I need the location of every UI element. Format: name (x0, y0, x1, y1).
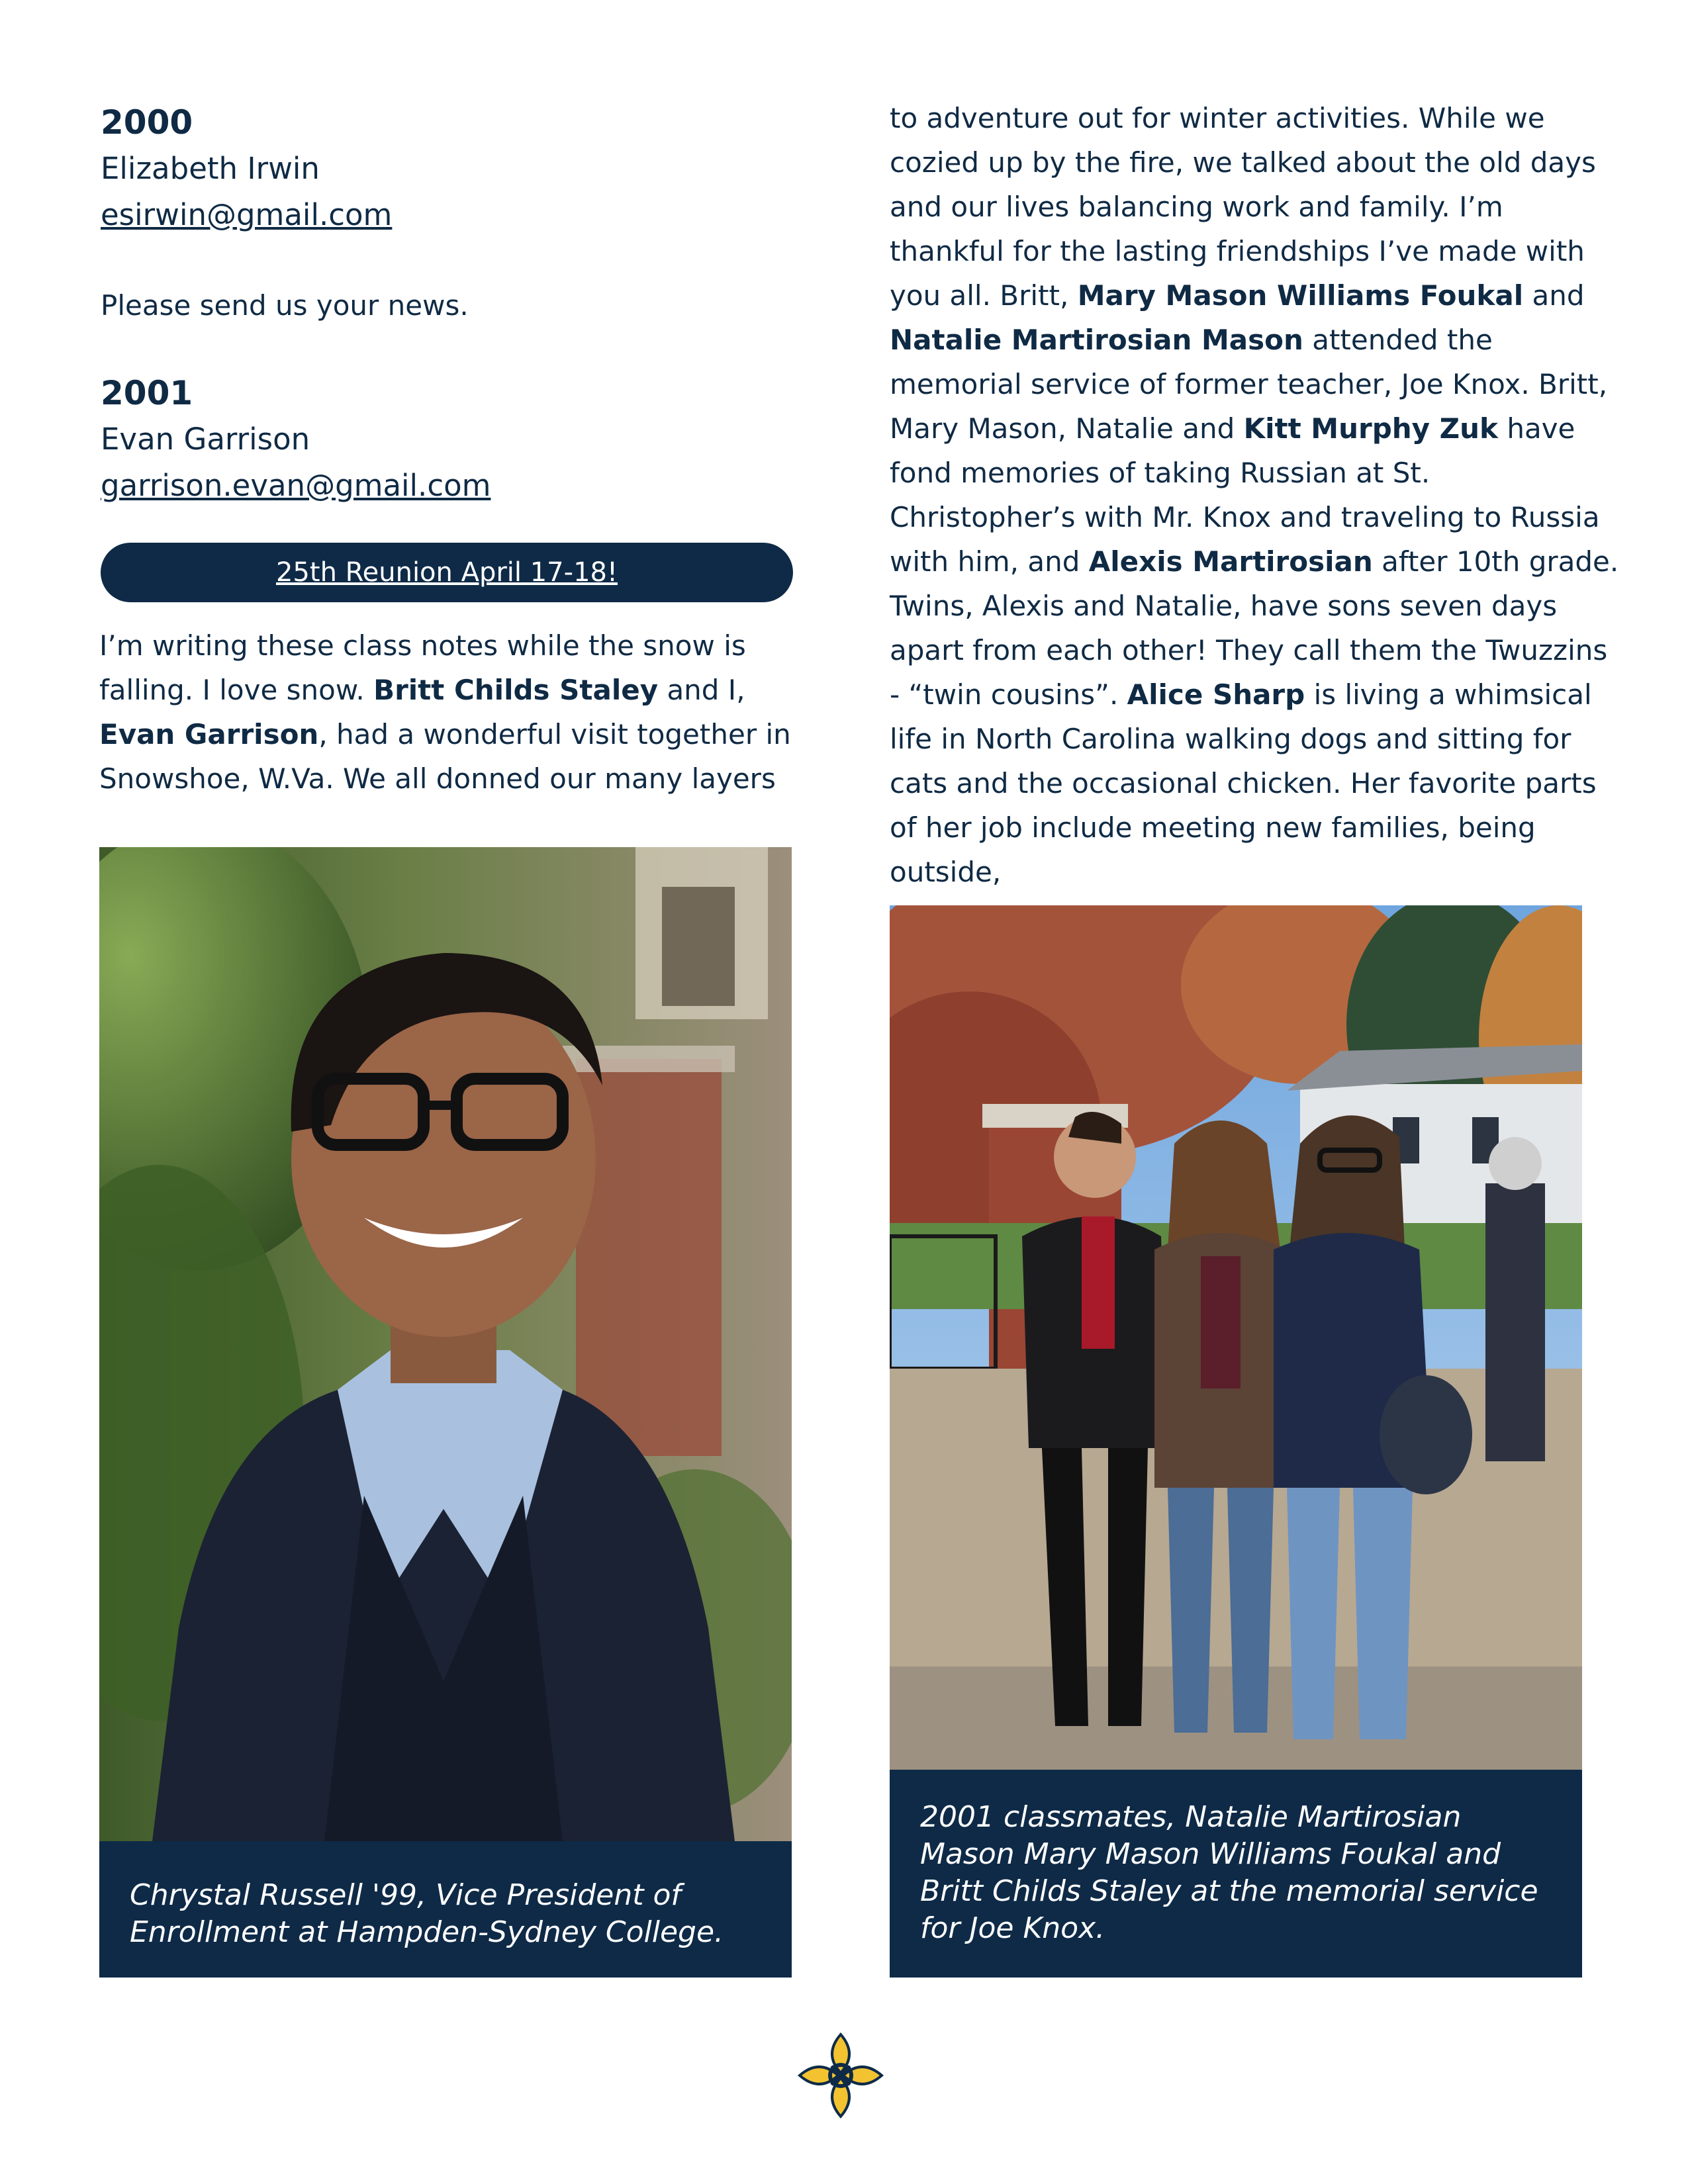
portrait-caption (99, 1841, 792, 1978)
classmates-photo (890, 905, 1582, 1770)
reunion-banner[interactable] (101, 543, 793, 602)
portrait-caption-text: Chrystal Russell '99, Vice President of Enrollment at Hampden-Sydney College. (130, 1878, 724, 1949)
text-run: after 10th grade. Twins, Alexis and Natalie, have sons seven days apart from each other! They call them the Twuzzins - “twin cousins”. (890, 545, 1619, 711)
correspondent-name-2000: Elizabeth Irwin (101, 151, 320, 186)
portrait-illustration (99, 847, 792, 1841)
text-run: , had a wonderful visit together in Snowshoe, W.Va. We all donned our many layers (99, 718, 791, 795)
classmate-name: Mary Mason Williams Foukal (1077, 279, 1524, 312)
classmate-name: Alexis Martirosian (1088, 545, 1373, 578)
text-run: attended the memorial service of former teacher, Joe Knox. Britt, Mary Mason, Natalie and (890, 324, 1608, 445)
cross-logo-icon (797, 2032, 884, 2119)
left-column (101, 99, 796, 509)
text-run: to adventure out for winter activities. While we cozied up by the fire, we talked about the old days and our lives balancing work and family. I’m thankful for the lasting friendships I’ve made with you all. Britt, (890, 102, 1596, 312)
text-run: have fond memories of taking Russian at St. Christopher’s with Mr. Knox and traveling to Russia with him, and (890, 412, 1600, 578)
class-year-2000: 2000 (101, 103, 193, 142)
classmate-name: Britt Childs Staley (373, 674, 659, 706)
correspondent-email-2000[interactable]: esirwin@gmail.com (101, 197, 393, 232)
correspondent-email-2001[interactable]: garrison.evan@gmail.com (101, 468, 491, 503)
class-notes-paragraph (890, 96, 1624, 894)
text-run: is living a whimsical life in North Carolina walking dogs and sitting for cats and the occasional chicken. Her favorite parts of her job include meeting new families, being outside, (890, 678, 1597, 888)
text-run: and I, (658, 674, 745, 706)
text-run: and (1523, 279, 1585, 312)
classmates-illustration (890, 905, 1582, 1770)
classmate-name: Kitt Murphy Zuk (1243, 412, 1498, 445)
reunion-banner-label: 25th Reunion April 17-18! (275, 557, 618, 588)
classmates-caption-text: 2001 classmates, Natalie Martirosian Mason Mary Mason Williams Foukal and Britt Childs Staley at the memorial service for Joe Knox. (920, 1800, 1538, 1945)
text-run: I’m writing these class notes while the snow is falling. I love snow. (99, 629, 746, 706)
correspondent-name-2001: Evan Garrison (101, 422, 310, 457)
classmate-name: Alice Sharp (1127, 678, 1305, 711)
classmates-caption (890, 1770, 1582, 1978)
class-notes-right (890, 96, 1624, 894)
news-request: Please send us your news. (101, 289, 469, 322)
class-notes-left (99, 623, 801, 801)
school-cross-logo (797, 2032, 884, 2119)
class-notes-paragraph (99, 623, 801, 801)
classmate-name: Evan Garrison (99, 718, 319, 751)
classmate-name: Natalie Martirosian Mason (890, 324, 1303, 356)
class-year-2001: 2001 (101, 374, 193, 412)
portrait-photo (99, 847, 792, 1841)
